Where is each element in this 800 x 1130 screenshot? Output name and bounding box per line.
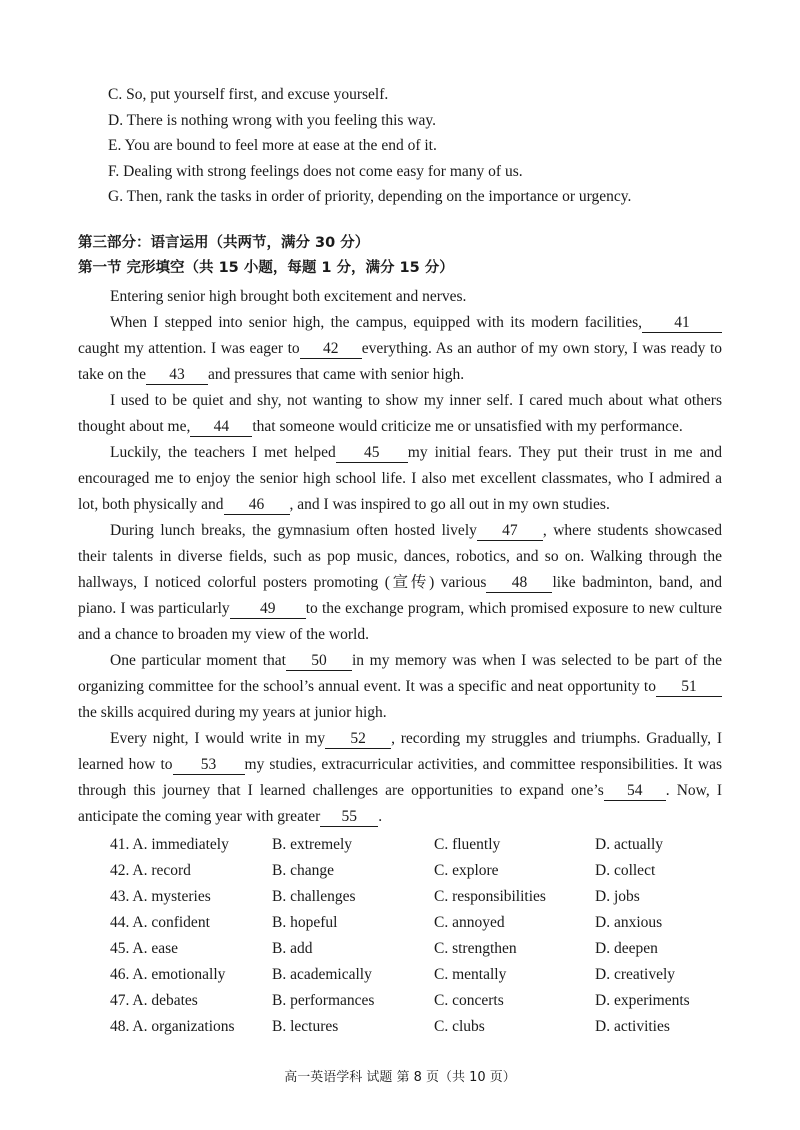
choice-c: C. annoyed bbox=[434, 914, 505, 931]
choice-a: 48. A. organizations bbox=[110, 1018, 235, 1035]
paragraph-5 bbox=[78, 518, 722, 648]
blank-45: 45 bbox=[336, 444, 408, 463]
blank-54: 54 bbox=[604, 782, 666, 801]
question-row bbox=[110, 1014, 750, 1040]
text: . Now, I anticipate the coming year with greater bbox=[78, 782, 722, 825]
choice-a: 46. A. emotionally bbox=[110, 966, 226, 983]
choice-c: C. responsibilities bbox=[434, 888, 546, 905]
blank-48: 48 bbox=[486, 574, 552, 593]
choice-b: B. add bbox=[272, 940, 313, 957]
text: and pressures that came with senior high. bbox=[208, 366, 465, 383]
blank-52: 52 bbox=[325, 730, 391, 749]
text: that someone would criticize me or unsatisfied with my performance. bbox=[252, 418, 683, 435]
choice-b: B. challenges bbox=[272, 888, 356, 905]
options-list bbox=[108, 82, 748, 210]
choice-d: D. deepen bbox=[595, 940, 658, 957]
paragraph-4 bbox=[78, 440, 722, 518]
text: in my memory was when I was selected to be part of the organizing committee for the school’s annual event. It was a specific and neat opportunity to bbox=[78, 652, 722, 695]
blank-42: 42 bbox=[300, 340, 362, 359]
option-g: G. Then, rank the tasks in order of priority, depending on the importance or urgency. bbox=[108, 188, 632, 205]
text: I used to be quiet and shy, not wanting to show my inner self. I cared much about what others thought about me, bbox=[78, 392, 722, 435]
text: my studies, extracurricular activities, and committee responsibilities. It was through this journey that I learned challenges are opportunities to expand one’s bbox=[78, 756, 722, 799]
question-row bbox=[110, 988, 750, 1014]
choice-c: C. explore bbox=[434, 862, 499, 879]
paragraph-7 bbox=[78, 726, 722, 830]
choice-d: D. actually bbox=[595, 836, 664, 853]
choice-d: D. anxious bbox=[595, 914, 663, 931]
text: to the exchange program, which promised exposure to new culture and a chance to broaden my view of the world. bbox=[78, 600, 723, 643]
text: One particular moment that bbox=[110, 652, 286, 669]
text: , and I was inspired to go all out in my own studies. bbox=[289, 496, 610, 513]
text: , recording my struggles and triumphs. Gradually, I learned how to bbox=[78, 730, 723, 773]
choice-d: D. jobs bbox=[595, 888, 640, 905]
paragraph-2 bbox=[78, 310, 722, 388]
text: everything. As an author of my own story, I was ready to take on the bbox=[78, 340, 723, 383]
choice-d: D. experiments bbox=[595, 992, 690, 1009]
choice-c: C. strengthen bbox=[434, 940, 517, 957]
blank-43: 43 bbox=[146, 366, 208, 385]
page-footer: 高一英语学科 试题 第 8 页（共 10 页） bbox=[284, 1070, 516, 1085]
blank-53: 53 bbox=[173, 756, 245, 775]
paragraph-6 bbox=[78, 648, 722, 726]
blank-44: 44 bbox=[190, 418, 252, 437]
text: When I stepped into senior high, the campus, equipped with its modern facilities, bbox=[110, 314, 642, 331]
choice-a: 44. A. confident bbox=[110, 914, 210, 931]
blank-41: 41 bbox=[642, 314, 722, 333]
question-options-table bbox=[110, 832, 750, 1040]
section-part-heading: 第三部分：语言运用（共两节，满分 30 分） bbox=[78, 235, 370, 251]
choice-d: D. collect bbox=[595, 862, 656, 879]
choice-a: 41. A. immediately bbox=[110, 836, 229, 853]
text: . bbox=[378, 808, 383, 825]
paragraph-3 bbox=[78, 388, 722, 440]
option-e: E. You are bound to feel more at ease at the end of it. bbox=[108, 137, 437, 154]
blank-49: 49 bbox=[230, 600, 306, 619]
text: my initial fears. They put their trust in me and encouraged me to enjoy the senior high school life. I also met excellent classmates, who I admired a lot, both physically and bbox=[78, 444, 722, 513]
blank-51: 51 bbox=[656, 678, 722, 697]
option-f: F. Dealing with strong feelings does not come easy for many of us. bbox=[108, 162, 523, 180]
text: Luckily, the teachers I met helped bbox=[110, 444, 336, 461]
choice-d: D. activities bbox=[595, 1018, 670, 1035]
text: During lunch breaks, the gymnasium often hosted lively bbox=[110, 522, 477, 539]
paragraph-1 bbox=[78, 284, 722, 310]
choice-b: B. lectures bbox=[272, 1018, 339, 1035]
choice-a: 45. A. ease bbox=[110, 940, 179, 957]
cloze-passage bbox=[78, 284, 722, 830]
option-d: D. There is nothing wrong with you feeling this way. bbox=[108, 111, 437, 129]
option-c: C. So, put yourself first, and excuse yourself. bbox=[108, 86, 389, 103]
choice-a: 47. A. debates bbox=[110, 992, 198, 1009]
question-row bbox=[110, 962, 750, 988]
choice-c: C. clubs bbox=[434, 1018, 485, 1035]
choice-d: D. creatively bbox=[595, 966, 676, 983]
choice-c: C. mentally bbox=[434, 966, 507, 983]
choice-a: 43. A. mysteries bbox=[110, 888, 211, 905]
text: Every night, I would write in my bbox=[110, 730, 326, 747]
text: , where students showcased their talents in diverse fields, such as pop music, dances, robotics, and so on. Walking through the hallways, I noticed colorful posters promoting (宣传) various bbox=[78, 522, 722, 591]
question-row bbox=[110, 936, 750, 962]
blank-46: 46 bbox=[224, 496, 290, 515]
text: the skills acquired during my years at junior high. bbox=[78, 704, 387, 721]
text: Entering senior high brought both excitement and nerves. bbox=[110, 288, 467, 305]
question-row bbox=[110, 910, 750, 936]
choice-b: B. academically bbox=[272, 966, 372, 983]
choice-c: C. fluently bbox=[434, 836, 501, 853]
question-row bbox=[110, 858, 750, 884]
question-row bbox=[110, 832, 750, 858]
choice-c: C. concerts bbox=[434, 992, 504, 1009]
section-sub-heading: 第一节 完形填空（共 15 小题，每题 1 分，满分 15 分） bbox=[78, 260, 454, 276]
question-row bbox=[110, 884, 750, 910]
choice-b: B. change bbox=[272, 862, 334, 879]
choice-a: 42. A. record bbox=[110, 862, 191, 879]
text: like badminton, band, and piano. I was particularly bbox=[78, 574, 722, 617]
choice-b: B. hopeful bbox=[272, 914, 338, 931]
blank-55: 55 bbox=[320, 808, 378, 827]
choice-b: B. extremely bbox=[272, 836, 353, 853]
blank-47: 47 bbox=[477, 522, 543, 541]
choice-b: B. performances bbox=[272, 992, 375, 1009]
blank-50: 50 bbox=[286, 652, 352, 671]
text: caught my attention. I was eager to bbox=[78, 340, 300, 357]
